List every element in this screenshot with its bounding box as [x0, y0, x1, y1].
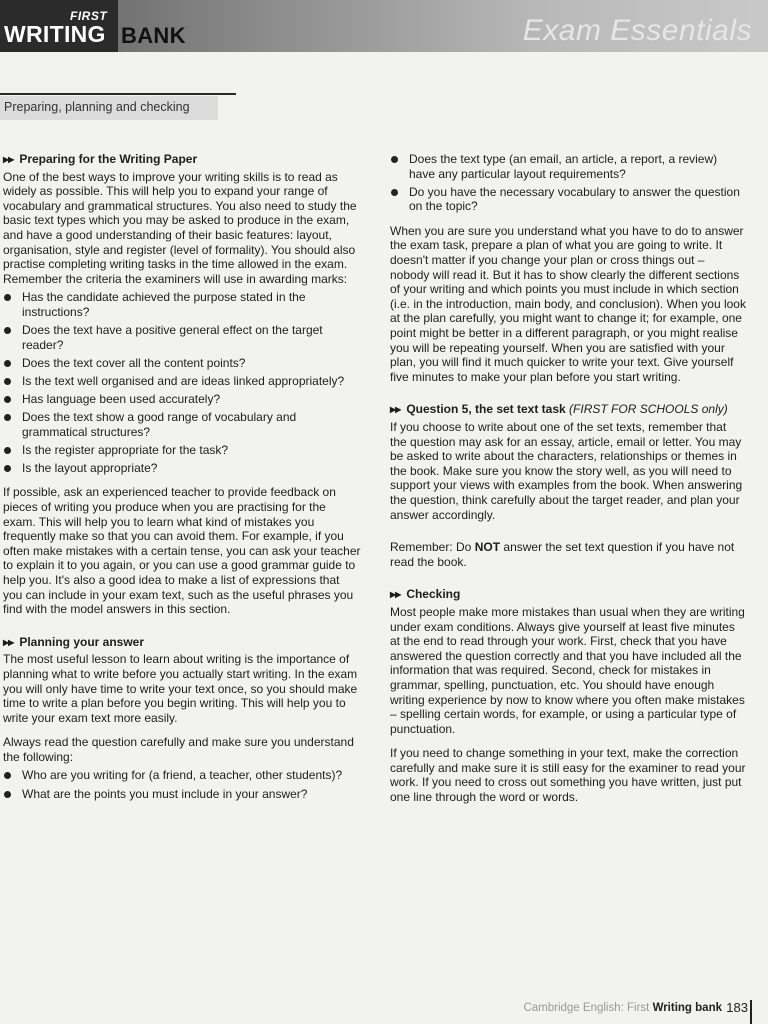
paragraph: Most people make more mistakes than usual when they are writing under exam conditions. Always give yourself at least five minutes at the end to read through your work. First, check that you have answered the question correctly and that you have included all the information that was required. Second, check for mistakes in grammar, spelling, punctuation, etc. You should have enough writing experience by now to know where you often make mistakes – spelling certain words, for example, or using a particular type of punctuation.: [390, 604, 745, 736]
list-item: Has language been used accurately?: [3, 392, 361, 407]
section-tab-label: Preparing, planning and checking: [4, 100, 190, 114]
paragraph: When you are sure you understand what you have to do to answer the exam task, prepare a plan of what you are going to write. It doesn't matter if you change your plan or cross things out – nobody will read it. But it has to show clearly the different sections of your writing and which points you must include in which section (i.e. in the introduction, main body, and conclusion). When you look at the plan carefully, you might want to change it; for example, one point might be better in a different paragraph, or you might realise you will be repeating yourself. When you are satisfied with your plan, you will find it much quicker to write your text. Give yourself five minutes to make your plan before you start writing.: [390, 223, 746, 384]
double-arrow-icon: ▶▶: [390, 405, 401, 415]
double-arrow-icon: ▶▶: [3, 155, 14, 164]
right-column: [390, 152, 746, 805]
page-number: 183: [726, 1000, 748, 1015]
paragraph: One of the best ways to improve your writing skills is to read as widely as possible. This will help you to expand your range of vocabulary and grammatical structures. You also need to study the basic text types which you may be asked to produce in the exam, and have a good understanding of their basic features: layout, organisation, style and register (level of formality). You should also practise completing writing tasks in the time allowed in the exam. Remember the criteria the examiners will use in awarding marks:: [3, 169, 357, 286]
list-item: Does the text have a positive general effect on the target reader?: [3, 323, 361, 352]
double-arrow-icon: ▶▶: [3, 637, 14, 647]
list-item: Does the text show a good range of vocabulary and grammatical structures?: [3, 410, 361, 439]
heading-set-text: ▶▶ Question 5, the set text task (FIRST FOR SCHOOLS only): [390, 402, 728, 417]
list-item: Has the candidate achieved the purpose stated in the instructions?: [3, 290, 361, 319]
heading-note: (FIRST FOR SCHOOLS only): [569, 402, 728, 417]
heading-checking: ▶▶ Checking: [390, 587, 461, 602]
paragraph: If you need to change something in your text, make the correction carefully and make sure it is still easy for the examiner to read your work. If you need to cross out something you have written, just put one line through the word or words.: [390, 746, 746, 805]
paragraph: If possible, ask an experienced teacher to provide feedback on pieces of writing you produce when you are practising for the exam. This will help you to learn what kind of mistakes you frequently make so that you can avoid them. For example, if you often make mistakes with a certain tense, you can ask your teacher to explain it to you again, or you can use a good grammar guide to help you. It's also a good idea to make a list of expressions that you can include in your exam text, such as the useful phrases you find with the model answers in this section.: [3, 485, 361, 617]
footer: [523, 1002, 722, 1014]
paragraph-remember: Remember: Do NOT answer the set text question if you have not read the book.: [390, 540, 735, 569]
left-column: [3, 152, 361, 805]
list-item: Is the text well organised and are ideas linked appropriately?: [3, 374, 361, 389]
footer-section: Writing bank: [652, 1002, 722, 1014]
list-item: Is the layout appropriate?: [3, 461, 361, 476]
list-item: Does the text cover all the content points?: [3, 356, 361, 371]
questions-list: [3, 768, 361, 801]
list-item: Do you have the necessary vocabulary to answer the question on the topic?: [390, 185, 746, 214]
logo-first: FIRST: [70, 9, 108, 23]
heading-preparing: ▶▶ Preparing for the Writing Paper: [3, 152, 198, 166]
heading-planning: ▶▶ Planning your answer: [3, 634, 145, 649]
footer-source: Cambridge English: First: [523, 1002, 650, 1014]
paragraph: If you choose to write about one of the set texts, remember that the question may ask for an essay, article, email or letter. You may be asked to write about the characters, relationships or themes in the book. Make sure you know the story well, as you will need to support your views with examples from the book. When answering the question, think carefully about the target reader, and plan your answer accordingly.: [390, 420, 743, 522]
page-bar: [750, 1000, 752, 1024]
logo-writing: WRITING: [4, 21, 106, 47]
paragraph: The most useful lesson to learn about writing is the importance of planning what to write before you actually start writing. In the exam you will only have time to write your text once, so you should make time to write a plan before you begin writing. This will help you to write your exam text more easily.: [3, 652, 358, 725]
list-item: What are the points you must include in your answer?: [3, 787, 361, 802]
double-arrow-icon: ▶▶: [390, 590, 401, 600]
list-item: Does the text type (an email, an article, a report, a review) have any particular layout requirements?: [390, 152, 746, 181]
criteria-list: [3, 290, 361, 475]
questions-list-continued: [390, 152, 746, 214]
section-rule: [0, 93, 236, 95]
list-item: Who are you writing for (a friend, a teacher, other students)?: [3, 768, 361, 783]
list-item: Is the register appropriate for the task?: [3, 443, 361, 458]
logo-bank: BANK: [121, 23, 186, 48]
paragraph: Always read the question carefully and make sure you understand the following:: [3, 735, 354, 764]
exam-essentials-tagline: Exam Essentials: [522, 14, 752, 47]
